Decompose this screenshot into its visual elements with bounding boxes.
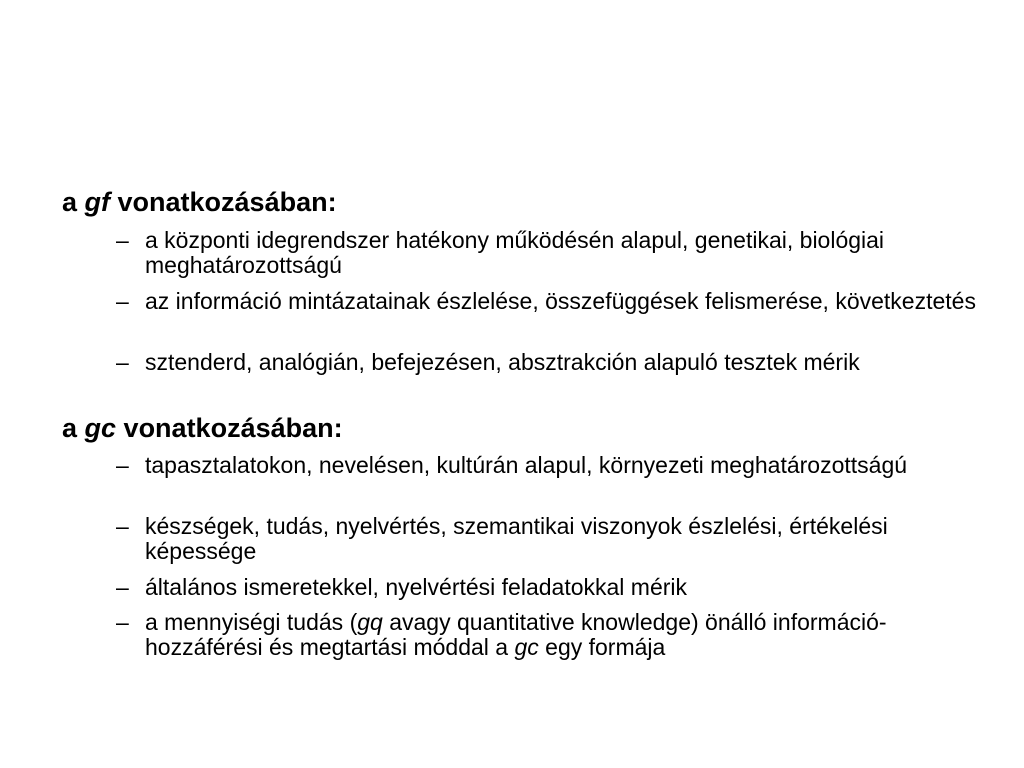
heading-gf-symbol: gf [84,187,111,217]
list-item-text: az információ mintázatainak észlelése, összefüggések felismerése, következtetés [145,288,976,314]
heading-gf-suffix: vonatkozásában: [110,187,337,217]
list-item-text: készségek, tudás, nyelvértés, szemantikai viszonyok észlelési, értékelési képessége [145,513,888,564]
heading-gc [62,412,343,444]
bullet-dash: – [116,288,129,314]
bullet-dash: – [116,609,129,635]
symbol-gq: gq [357,609,383,635]
list-item-gf-3 [116,350,976,375]
list-item-gc-2 [116,514,976,564]
list-item-text: általános ismeretekkel, nyelvértési feladatokkal mérik [145,574,688,600]
list-item-text: sztenderd, analógián, befejezésen, absztrakción alapuló tesztek mérik [145,349,860,375]
bullet-dash: – [116,513,129,539]
text-part: a mennyiségi tudás ( [145,609,358,635]
text-part: avagy quantitative knowledge) önálló információ- hozzáférési és megtartási móddal a [145,609,887,660]
list-item-text [145,610,976,660]
heading-gf-prefix: a [62,187,85,217]
bullet-dash: – [116,574,129,600]
list-item-text: tapasztalatokon, nevelésen, kultúrán alapul, környezeti meghatározottságú [145,452,908,478]
heading-gc-symbol: gc [84,413,117,443]
list-item-gc-4 [116,610,976,660]
bullet-dash: – [116,452,129,478]
symbol-gc: gc [514,634,539,660]
list-item-text: a központi idegrendszer hatékony működésén alapul, genetikai, biológiai meghatározottságú [145,227,885,278]
heading-gf [62,186,337,218]
list-item-gc-3 [116,575,976,600]
list-item-gc-1 [116,453,976,478]
heading-gc-suffix: vonatkozásában: [116,413,343,443]
text-part: egy formája [538,634,666,660]
heading-gc-prefix: a [62,413,85,443]
list-item-gf-1 [116,228,976,278]
list-item-gf-2 [116,289,976,314]
bullet-dash: – [116,227,129,253]
bullet-dash: – [116,349,129,375]
